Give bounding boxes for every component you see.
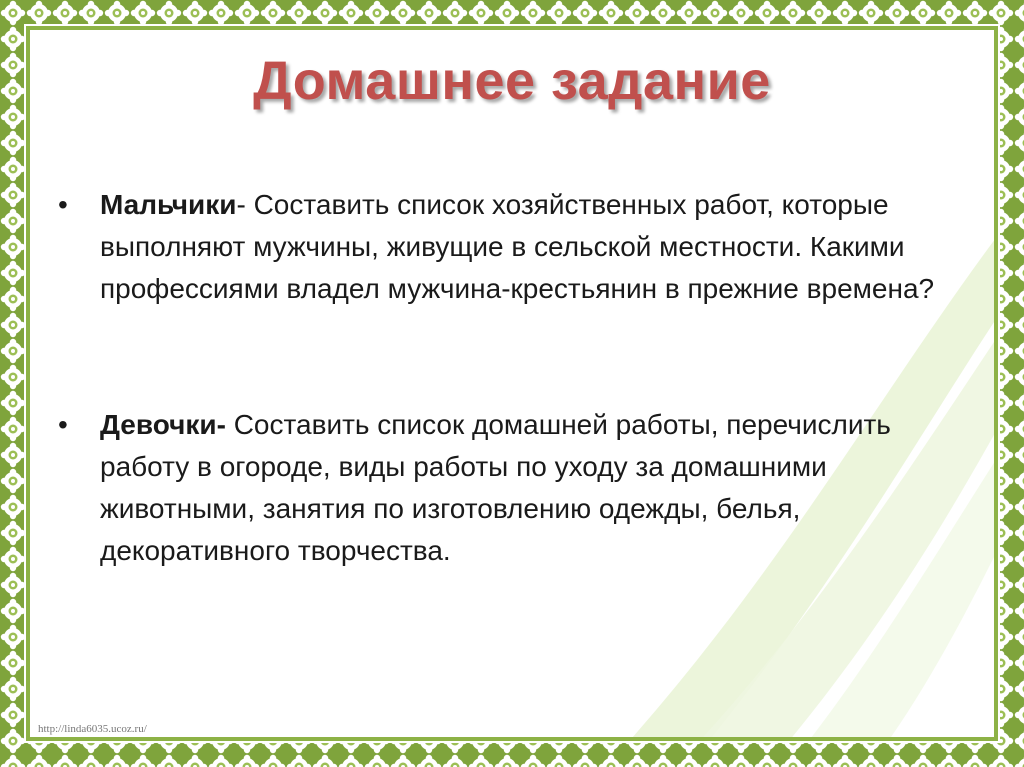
bullet-marker: • xyxy=(58,409,68,440)
slide-content xyxy=(30,30,994,737)
bullet-list xyxy=(58,184,948,572)
bullet-heading-boys: Мальчики xyxy=(100,189,237,220)
bullet-girls xyxy=(58,404,948,572)
bullet-heading-girls: Девочки- xyxy=(100,409,226,440)
bullet-boys xyxy=(58,184,948,310)
bullet-text-boys: - Составить список хозяйственных работ, которые выполняют мужчины, живущие в сельской местности. Какими профессиями владел мужчина-крестьянин в прежние времена? xyxy=(100,189,935,304)
slide-title: Домашнее задание xyxy=(253,51,771,111)
source-url: http://linda6035.ucoz.ru/ xyxy=(38,723,147,735)
bullet-marker: • xyxy=(58,189,68,220)
bullet-text-girls: Составить список домашней работы, перечислить работу в огороде, виды работы по уходу за домашними животными, занятия по изготовлению одежды, белья, декоративного творчества. xyxy=(100,409,891,566)
